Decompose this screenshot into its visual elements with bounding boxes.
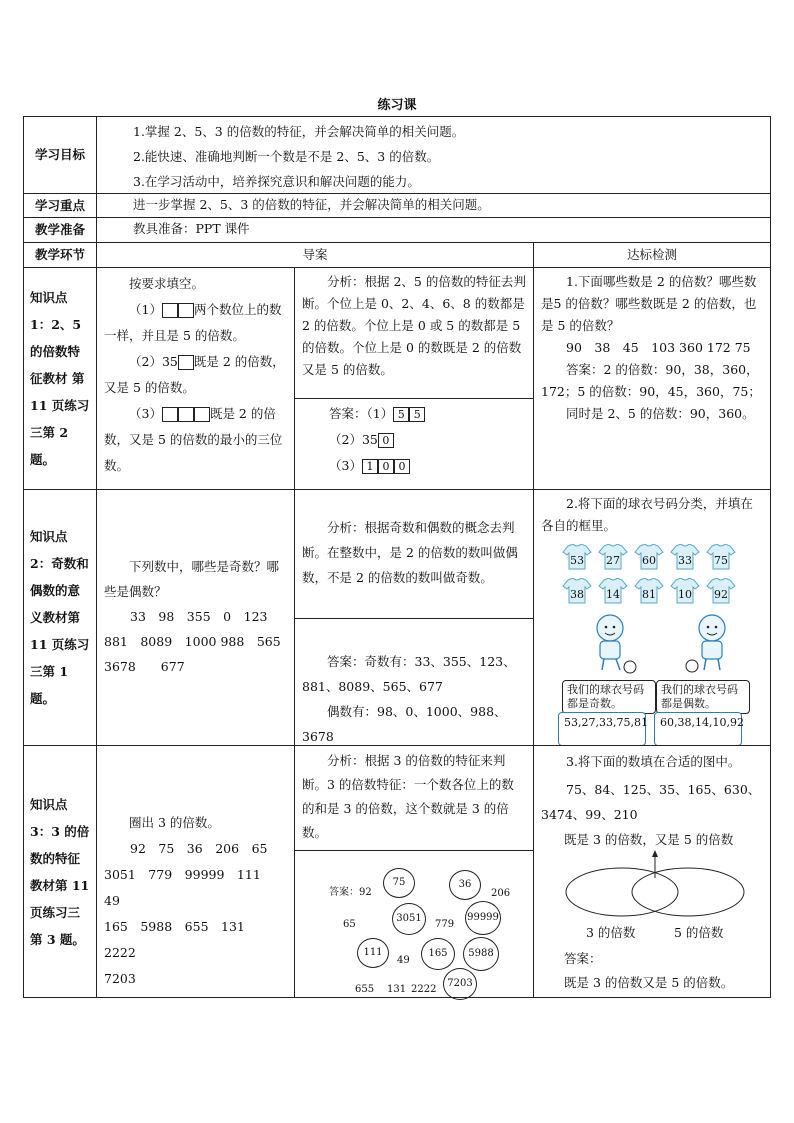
kp2-nums: 33 98 355 0 123 [130,609,268,624]
circled-number: 99999 [465,901,501,935]
kp1-analysis: 分析：根据 2、5 的倍数的特征去判断。个位上是 0、2、4、6、8 的数都是 2 的倍数。个位上是 0 或 5 的数都是 5 的倍数。个位上是 0 的数既是 2 的倍数又是 5 的倍数。 [302,274,526,377]
focus-label: 学习重点 [23,193,97,218]
kp1-label: 知识点 1：2、5 的倍数特征教材 第 11 页练习三第 2 题。 [23,267,97,490]
kp3-nums: 3051 779 99999 111 49 [104,867,274,908]
bubble-odd: 我们的球衣号码都是奇数。 [562,680,656,714]
goal-item: 2.能快速、准确地判断一个数是不是 2、5、3 的倍数。 [133,149,440,164]
blank-box[interactable] [178,407,194,422]
header-check: 达标检测 [533,242,771,268]
blank-box[interactable] [178,355,194,370]
circled-number: 7203 [443,968,477,1000]
kp1-answer: 答案：（1） 5 5 （2）35 0 （3） 1 0 0 [329,401,425,479]
kp1-check-answer: 答案：2 的倍数：90，38，360，172；5 的倍数：90，45，360，75； [541,362,761,399]
prep-text: 教具准备：PPT 课件 [96,217,771,243]
jersey-icon: 60 [634,544,664,570]
kp3-analysis: 分析：根据 3 的倍数的特征来判断。3 的倍数特征：一个数各位上的数的和是 3 的倍数，这个数就是 3 的倍数。 [302,753,514,840]
jersey-icon: 14 [598,578,628,604]
goal-item: 3.在学习活动中，培养探究意识和解决问题的能力。 [133,174,420,189]
goal-item: 1.掌握 2、5、3 的倍数的特征，并会解决简单的相关问题。 [133,124,465,139]
kp2-check-question: 2.将下面的球衣号码分类，并填在各自的框里。 [541,496,753,533]
jersey-icon: 10 [670,578,700,604]
blank-box[interactable] [194,407,210,422]
kp1-check-answer2: 同时是 2、5 的倍数：90，360。 [566,406,755,421]
jersey-icon: 92 [706,578,736,604]
kp2-nums: 881 8089 1000 988 565 [104,634,281,649]
prep-label: 教学准备 [23,217,97,243]
jersey-icon: 33 [670,544,700,570]
answer-box-even: 60,38,14,10,92 [654,712,742,746]
header-stage: 教学环节 [23,242,97,268]
circled-number: 75 [383,868,415,898]
kp3-check-answer: 既是 3 的倍数又是 5 的倍数。 [564,975,734,990]
circled-number: 36 [449,870,481,900]
circled-number: 3051 [392,903,426,935]
kp3-nums: 165 5988 655 131 2222 [104,919,258,960]
boy-soccer-icon [584,612,642,674]
header-guide: 导案 [96,242,534,268]
kp1-task3: （3） 既是 2 的倍数，又是 5 的倍数的最小的三位数。 [104,406,283,473]
blank-box[interactable] [178,303,194,318]
venn-top-label: 既是 3 的倍数，又是 5 的倍数 [564,832,734,847]
kp2-answer-odd: 答案：奇数有：33、355、123、881、8089、565、677 [302,654,516,694]
kp3-nums: 7203 [104,971,136,986]
kp1-check-question: 1.下面哪些数是 2 的倍数？哪些数是5 的倍数？哪些数既是 2 的倍数，也是 5 的倍数？ [541,274,757,333]
venn-left-label: 3 的倍数 [586,925,636,940]
kp3-task [96,745,295,998]
page-title: 练习课 [377,98,417,113]
venn-diagram [562,850,748,920]
kp3-check-answer-label: 答案： [564,951,602,966]
plain-number: 131 [387,984,407,995]
shirt-row [562,578,770,604]
kp1-task2: （2）35 既是 2 的倍数，又是 5 的倍数。 [104,354,285,395]
jersey-icon: 75 [706,544,736,570]
kp3-answer-label: 答案：92 [329,887,372,898]
goals-label: 学习目标 [23,116,97,194]
circled-number: 111 [357,938,389,968]
kp3-nums: 92 75 36 206 65 [130,841,268,856]
goals-content [96,116,771,194]
kp2-task [96,489,295,746]
kp2-nums: 3678 677 [104,659,185,674]
kp3-check-numbers: 75、84、125、35、165、630、3474、99、210 [541,782,761,822]
kp2-answer-even: 偶数有：98、0、1000、988、3678 [302,704,507,744]
kp3-check-question: 3.将下面的数填在合适的图中。 [566,754,741,769]
jersey-icon: 81 [634,578,664,604]
jersey-icon: 27 [598,544,628,570]
kp1-task1: （1） 两个数位上的数一样，并且是 5 的倍数。 [104,302,282,343]
plain-number: 206 [491,888,511,899]
jersey-icon: 38 [562,578,592,604]
plain-number: 49 [397,955,410,966]
kp1-task [96,267,295,490]
kp3-check [533,745,771,998]
kp2-guide [294,489,534,746]
shirt-row [562,544,770,570]
kp3-task-text: 圈出 3 的倍数。 [129,815,220,830]
focus-text: 进一步掌握 2、5、3 的倍数的特征，并会解决简单的相关问题。 [96,193,771,218]
kp1-task-title: 按要求填空。 [129,276,205,291]
blank-box[interactable] [162,407,178,422]
plain-number: 2222 [411,984,437,995]
kp2-check [533,489,771,746]
kp3-label: 知识点 3：3 的倍数的特征教材第 11 页练习三第 3 题。 [23,745,97,998]
kp3-guide [294,745,534,998]
girl-soccer-icon [682,612,740,674]
plain-number: 655 [355,984,375,995]
plain-number: 779 [435,919,455,930]
lesson-table [23,116,771,998]
kp2-task-text: 下列数中，哪些是奇数？哪些是偶数？ [104,559,280,599]
kp1-check [533,267,771,490]
kp1-check-numbers: 90 38 45 103 360 172 75 [566,340,751,355]
venn-right-label: 5 的倍数 [674,925,724,940]
kp2-analysis: 分析：根据奇数和偶数的概念去判断。在整数中，是 2 的倍数的数叫做偶数，不是 2 的倍数的数叫做奇数。 [302,520,518,585]
plain-number: 65 [343,919,356,930]
kp1-guide [294,267,534,490]
bubble-even: 我们的球衣号码都是偶数。 [656,680,750,714]
circled-number: 5988 [463,937,499,971]
jersey-icon: 53 [562,544,592,570]
circled-number: 165 [421,938,455,970]
blank-box[interactable] [162,303,178,318]
answer-box-odd: 53,27,33,75,81 [558,712,646,746]
kp2-label: 知识点 2：奇数和偶数的意义教材第 11 页练习三第 1 题。 [23,489,97,746]
